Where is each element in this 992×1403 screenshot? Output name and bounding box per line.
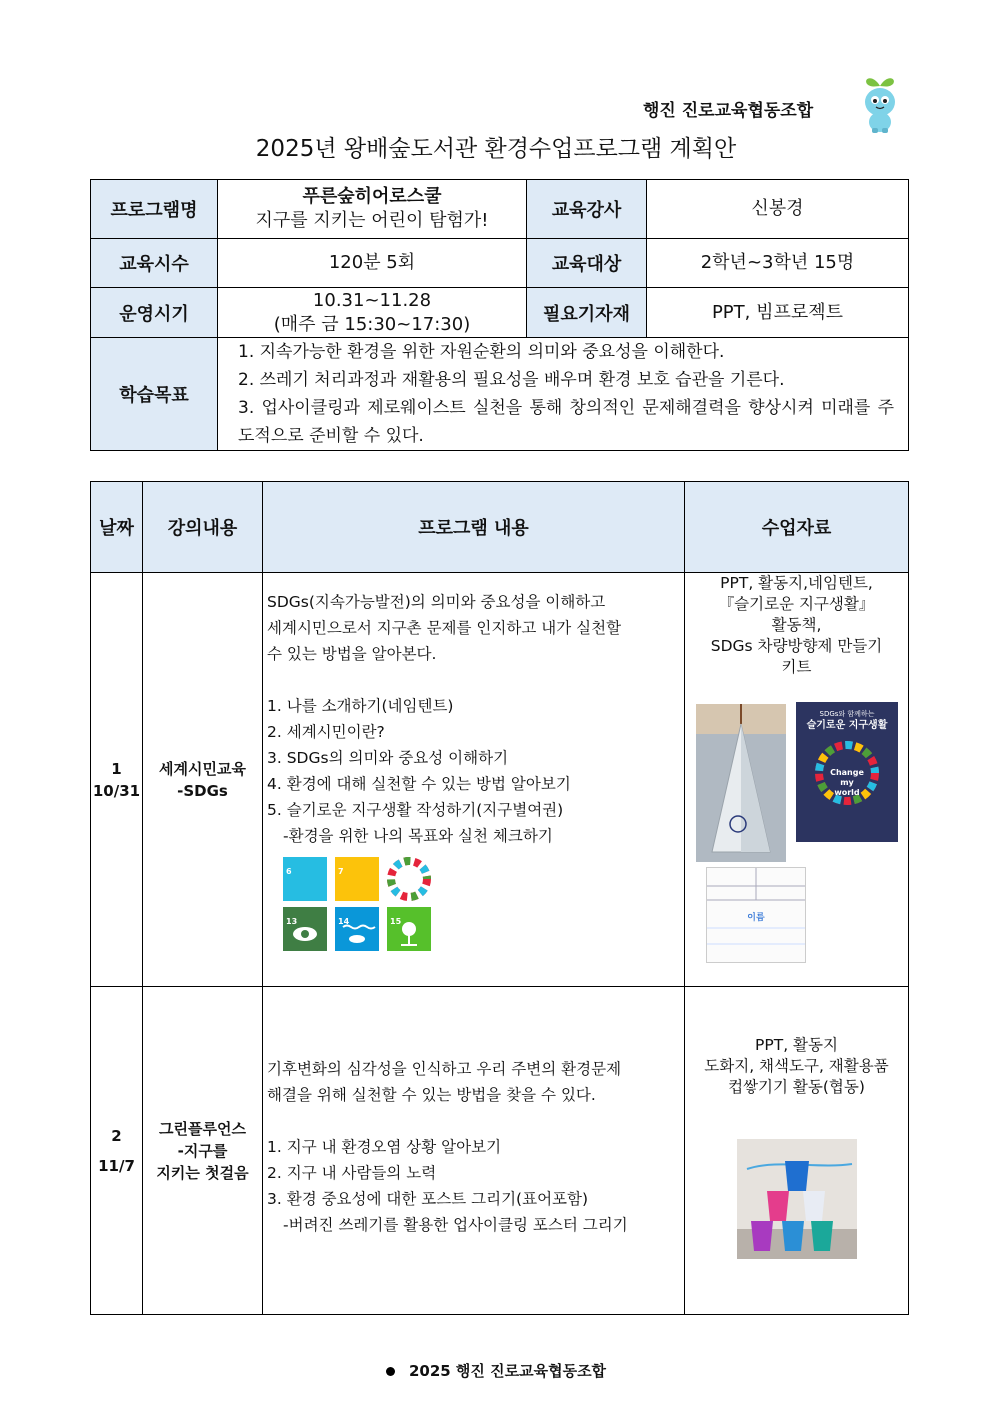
topic-line: 그린플루언스 — [159, 1119, 246, 1138]
table-row — [91, 987, 909, 1315]
step-item: -환경을 위한 나의 목표와 실천 체크하기 — [283, 827, 553, 845]
sdg-6-icon: 6 — [283, 857, 327, 901]
topic-line: 지키는 첫걸음 — [156, 1163, 249, 1182]
sdg-14-icon: 14 — [335, 907, 379, 951]
goals-cell — [218, 338, 909, 451]
step-item: 1. 지구 내 환경오염 상황 알아보기 — [267, 1138, 502, 1156]
session-number: 2 — [111, 1126, 122, 1145]
material-line: 『슬기로운 지구생활』 — [718, 595, 875, 613]
passport-sheet-photo: 이름 — [706, 867, 806, 963]
step-item: 3. SDGs의 의미와 중요성 이해하기 — [267, 749, 509, 767]
header-materials: 수업자료 — [685, 482, 909, 573]
header-content: 프로그램 내용 — [263, 482, 685, 573]
session-materials — [685, 573, 909, 987]
goal-item: 3. 업사이클링과 제로웨이스트 실천을 통해 창의적인 문제해결력을 향상시켜 미래를 주도적으로 준비할 수 있다. — [238, 398, 894, 446]
material-line: PPT, 활동지 — [755, 1036, 838, 1054]
hours-value: 120분 5회 — [218, 239, 527, 288]
program-info-table — [90, 179, 909, 451]
session-date-cell — [91, 573, 143, 987]
table-row — [91, 573, 909, 987]
session-content — [263, 987, 685, 1315]
session-date: 10/31 — [92, 781, 141, 800]
instructor-value: 신봉경 — [647, 180, 909, 239]
step-item: 4. 환경에 대해 실천할 수 있는 방법 알아보기 — [267, 775, 571, 793]
material-line: 도화지, 채색도구, 재활용품 — [704, 1057, 889, 1075]
topic-line: -지구를 — [177, 1141, 228, 1160]
step-item: 3. 환경 중요성에 대한 포스트 그리기(표어포함) — [267, 1190, 589, 1208]
materials-photos — [685, 704, 908, 974]
period-dates: 10.31~11.28 — [312, 289, 432, 311]
goals-label: 학습목표 — [91, 338, 218, 451]
hours-label: 교육시수 — [91, 239, 218, 288]
sdg-13-icon: 13 — [283, 907, 327, 951]
equipment-value: PPT, 빔프로젝트 — [647, 288, 909, 338]
target-label: 교육대상 — [527, 239, 647, 288]
sdg-book-cover: SDGs와 함께하는 슬기로운 지구생활 Change my world — [796, 702, 898, 842]
period-cell — [218, 288, 527, 338]
session-date: 11/7 — [98, 1156, 135, 1175]
sdg-icons — [283, 857, 684, 951]
intro-line: 수 있는 방법을 알아본다. — [267, 645, 437, 663]
page-title: 2025년 왕배숲도서관 환경수업프로그램 계획안 — [255, 136, 737, 162]
equipment-label: 필요기자재 — [527, 288, 647, 338]
intro-line: 기후변화의 심각성을 인식하고 우리 주변의 환경문제 — [267, 1060, 622, 1078]
material-line: SDGs 차량방향제 만들기 — [710, 637, 883, 655]
material-line: 키트 — [781, 658, 812, 676]
session-date-cell — [91, 987, 143, 1315]
instructor-label: 교육강사 — [527, 180, 647, 239]
topic-line: 세계시민교육 — [159, 759, 246, 778]
period-label: 운영시기 — [91, 288, 218, 338]
session-materials — [685, 987, 909, 1315]
sdg-15-icon: 15 — [387, 907, 431, 951]
schedule-table — [90, 481, 909, 1315]
pyramid-photo — [696, 704, 786, 862]
organization-name: 행진 진로교육협동조합 — [643, 101, 814, 121]
session-content — [263, 573, 685, 987]
goal-item: 2. 쓰레기 처리과정과 재활용의 필요성을 배우며 환경 보호 습관을 기른다. — [238, 370, 785, 390]
topic-line: -SDGs — [177, 781, 228, 800]
intro-line: 세계시민으로서 지구촌 문제를 인지하고 내가 실천할 — [267, 619, 622, 637]
step-item: -버려진 쓰레기를 활용한 업사이클링 포스터 그리기 — [283, 1216, 628, 1234]
program-name-label: 프로그램명 — [91, 180, 218, 239]
session-number: 1 — [111, 759, 122, 778]
material-line: 활동책, — [771, 616, 822, 634]
footer-text: 2025 행진 진로교육협동조합 — [408, 1362, 607, 1380]
program-name-cell — [218, 180, 527, 239]
mascot-logo — [855, 72, 905, 134]
goal-item: 1. 지속가능한 환경을 위한 자원순환의 의미와 중요성을 이해한다. — [238, 342, 725, 362]
period-time: (매주 금 15:30~17:30) — [273, 313, 471, 335]
intro-line: SDGs(지속가능발전)의 의미와 중요성을 이해하고 — [267, 593, 606, 611]
step-item: 1. 나를 소개하기(네임텐트) — [267, 697, 454, 715]
intro-line: 해결을 위해 실천할 수 있는 방법을 찾을 수 있다. — [267, 1086, 596, 1104]
session-topic — [143, 573, 263, 987]
footer — [0, 1360, 992, 1381]
material-line: 컵쌓기기 활동(협동) — [728, 1078, 865, 1096]
material-line: PPT, 활동지,네임텐트, — [720, 574, 873, 592]
step-item: 5. 슬기로운 지구생활 작성하기(지구별여권) — [267, 801, 564, 819]
sdg-7-icon: 7 — [335, 857, 379, 901]
program-name: 푸른숲히어로스쿨 — [302, 186, 442, 207]
bullet-icon — [386, 1367, 395, 1376]
program-subtitle: 지구를 지키는 어린이 탐험가! — [255, 210, 489, 231]
header-topic: 강의내용 — [143, 482, 263, 573]
session-topic — [143, 987, 263, 1315]
step-item: 2. 지구 내 사람들의 노력 — [267, 1164, 437, 1182]
step-item: 2. 세계시민이란? — [267, 723, 385, 741]
cup-stacking-photo — [737, 1139, 857, 1259]
target-value: 2학년~3학년 15명 — [647, 239, 909, 288]
header-date: 날짜 — [91, 482, 143, 573]
sdg-wheel-icon — [387, 857, 431, 901]
